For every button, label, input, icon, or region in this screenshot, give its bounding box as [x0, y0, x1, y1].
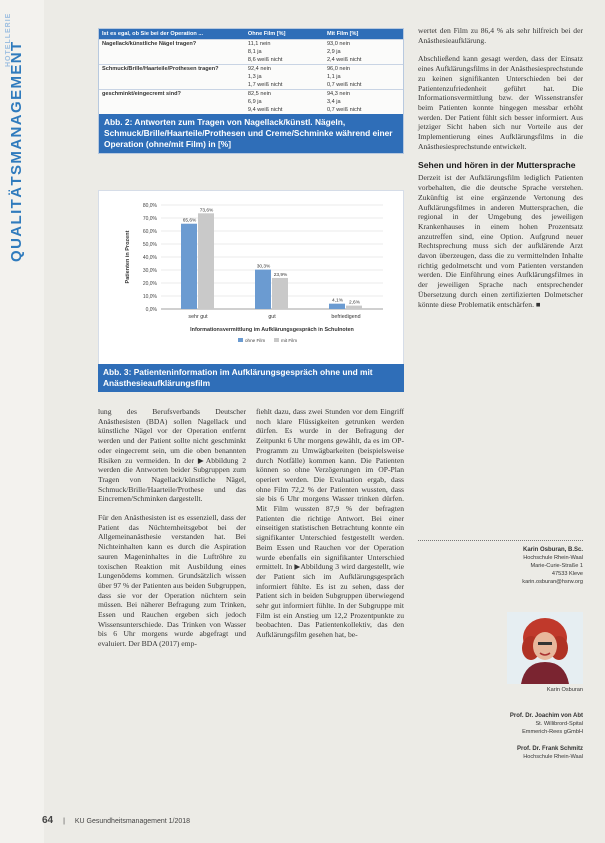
table-cell-question	[99, 81, 245, 90]
paragraph: lung des Berufsverbands Deutscher Anästhesisten (BDA) sollen Nagellack und künstliche Nägel vor der Operation entfernt werden und der Patient sollte nicht geschminkt oder eingecremt sein, um die oben benannten Risiken zu vermeiden. In der ▶Abbildung 2 werden die Antworten beider Subgruppen zum Tragen von Nagellack/künstliche Nägel, Schmuck/Brille/Haarteile/Prothese und das Eincremen/Schminken dargestellt.	[98, 407, 246, 504]
author-photo	[507, 612, 583, 684]
y-tick-label: 80,0%	[142, 203, 157, 209]
table-cell-mit: 3,4 ja	[326, 99, 341, 105]
paragraph: Für den Anästhesisten ist es essenziell, dass der Patient das Nüchternheitsgebot bei der Allgemeinanästhesie verstanden hat. Bei Nichteinhalten kann es durch die Aspiration sauren Mageninhaltes in die Luftröhre zu toxischen Reaktion mit Ausbildung eines Lungenödems kommen. Grundsätzlich wissen über 97 % der Patienten aus beiden Subgruppen, dass sie vor der Operation nüchtern sein müssen. Bei näherer Befragung zum Trinken, Essen und Rauchen ergeben sich jedoch Wissensunterschiede. Das Trinken von Wasser bis 6 Uhr morgens wurde abgefragt und evaluiert. Der BDA (2017) emp-	[98, 513, 246, 649]
answers-table	[99, 29, 403, 114]
bar	[346, 306, 362, 309]
section-ghost-text: HOTELLERIE	[5, 12, 12, 67]
table-row	[99, 81, 403, 90]
author-line: Hochschule Rhein-Waal	[523, 754, 583, 760]
y-tick-label: 50,0%	[142, 242, 157, 248]
legend-label: ohne Film	[245, 338, 266, 343]
table-cell-question: Schmuck/Brille/Haarteile/Prothesen tragen?	[99, 65, 245, 74]
table-cell-mit: 2,4 weiß nicht	[326, 57, 362, 63]
text-column-1	[98, 407, 246, 658]
figure-2-caption: Abb. 2: Antworten zum Tragen von Nagellack/künstl. Nägeln, Schmuck/Brille/Haarteile/Prothesen und Creme/Schminke während einer Operation (ohne/mit Film) in [%]	[99, 114, 403, 153]
table-cell-ohne: 11,1 nein	[245, 40, 324, 49]
table-cell-mit: 94,3 nein	[324, 90, 403, 99]
table-cell-question	[99, 106, 245, 114]
data-label: 73,6%	[199, 208, 214, 214]
section-title-text: QUALITÄTSMANAGEMENT	[8, 40, 25, 262]
author-line: 47533 Kleve	[551, 571, 583, 577]
table-cell-ohne: 8,6 weiß nicht	[247, 57, 283, 63]
bar	[329, 304, 345, 309]
x-tick-label: sehr gut	[188, 314, 208, 320]
figure-2	[98, 28, 404, 154]
text-column-2	[256, 407, 404, 649]
author-block-1	[418, 546, 583, 586]
table-row	[99, 65, 403, 74]
paragraph: Abschließend kann gesagt werden, dass der Einsatz eines Aufklärungsfilms in der Anästhesiesprechstunde zu keinen signifikanten Unterschieden bei der Patientenzufriedenheit geführt hat. Die Informationsvermittlung bzw. der Wissenstransfer beim Patienten konnte hingegen messbar erhöht werden. Der Patient fühlt sich besser informiert. Aus jetziger Sicht haben sich nur Vorteile aus der Implementierung eines Aufklärungsfilms in die Anästhesiesprechstunde entwickelt.	[418, 54, 583, 151]
author-line: Emmerich-Rees gGmbH	[522, 729, 583, 735]
paragraph: wertet den Film zu 86,4 % als sehr hilfreich bei der Anästhesieaufklärung.	[418, 26, 583, 45]
author-name: Prof. Dr. Joachim von Abt	[509, 713, 583, 719]
figure-3-chart	[98, 190, 404, 366]
data-label: 2,6%	[349, 300, 360, 306]
table-cell-ohne: 8,1 ja	[247, 49, 262, 55]
table-cell-ohne: 9,4 weiß nicht	[247, 107, 283, 113]
author-line: Hochschule Rhein-Waal	[523, 555, 583, 561]
section-heading: Sehen und hören in der Muttersprache	[418, 160, 576, 171]
author-email: karin.osburan@hsrw.org	[522, 579, 583, 585]
paragraph: fiehlt dazu, dass zwei Stunden vor dem Eingriff noch klare Flüssigkeiten getrunken werden dürfen. Es wurde in der Befragung der Zeitpunkt 6 Uhr morgens gewählt, da es im OP-Programm zu Umwägbarkeiten (beispielsweise durch Notfälle) kommen kann. Die Patienten können so ohne Verzögerungen im OP-Plan operiert werden. Die Evaluation ergab, dass ohne Film 72,2 % der Patienten wussten, dass sie bis 6 Uhr morgens Wasser trinken dürfen. Mit Film wussten 87,9 % der befragten Patienten die richtige Antwort. Bei einer einseitigen statistischen Betrachtung konnte ein signifikanter Unterschied festgestellt werden. Beim Essen und Rauchen vor der Operation wurde ebenfalls ein signifikanter Unterschied ermittelt. In ▶Abbildung 3 wird dargestellt, wie der Patient sich im Aufklärungsgespräch informiert fühlte. Es ist zu sehen, dass der Patient sich in beiden Subgruppen überwiegend sehr gut informiert fühlte. In der Subgruppe mit Film ist ein Anstieg um 12,2 Prozentpunkte zu beobachten. Das Patientenkollektiv, das den Aufklärungsfilm gesehen hat, be-	[256, 407, 404, 640]
x-axis-label: Informationsvermittlung im Aufklärungsgespräch in Schulnoten	[190, 327, 354, 333]
table-cell-question	[99, 48, 245, 56]
data-label: 65,6%	[182, 218, 197, 224]
bar	[272, 278, 288, 309]
divider	[418, 540, 583, 541]
photo-caption: Karin Osburan	[546, 687, 583, 693]
paragraph: Derzeit ist der Aufklärungsfilm lediglich Patienten vorbehalten, die die deutsche Sprache verstehen. Zukünftig ist eine ergänzende Vertonung des Aufklärungsfilmes in anderen Muttersprachen, die regional in der Umgebung des jeweiligen Krankenhauses in einem hohen Prozentsatz anzutreffen sind, eine Option. Aufgrund neuer Rechtsprechung muss sich der aufklärende Arzt davon überzeugen, dass die zu vermittelnden Inhalte richtig gedolmetscht und vom Patienten verstanden werden. Die Einführung eines Aufklärungsfilmes in der jeweiligen Sprache nach entsprechender Übersetzung durch einen zertifizierten Dolmetscher könnte diese Problematik entschärfen. ■	[418, 173, 583, 309]
bar	[198, 213, 214, 309]
y-tick-label: 10,0%	[142, 294, 157, 300]
x-tick-label: befriedigend	[331, 314, 361, 320]
legend-swatch	[238, 338, 243, 342]
y-tick-label: 30,0%	[142, 268, 157, 274]
table-cell-question: Nagellack/künstliche Nägel tragen?	[99, 40, 245, 49]
page-footer: 64 | KU Gesundheitsmanagement 1/2018	[42, 815, 191, 826]
y-tick-label: 70,0%	[142, 216, 157, 222]
table-cell-mit: 93,0 nein	[324, 40, 403, 49]
bar-chart	[99, 191, 403, 365]
text-column-3	[418, 26, 583, 318]
y-tick-label: 20,0%	[142, 281, 157, 287]
table-cell-question	[99, 56, 245, 65]
table-cell-mit: 96,0 nein	[324, 65, 403, 74]
table-cell-mit: 1,1 ja	[326, 74, 341, 80]
author-line: Marie-Curie-Straße 1	[530, 563, 583, 569]
table-cell-ohne: 92,4 nein	[245, 65, 324, 74]
table-header-question: Ist es egal, ob Sie bei der Operation ...	[99, 29, 245, 40]
table-row	[99, 48, 403, 56]
table-row	[99, 73, 403, 81]
y-tick-label: 40,0%	[142, 255, 157, 261]
table-cell-ohne: 6,9 ja	[247, 99, 262, 105]
table-row	[99, 56, 403, 65]
legend-swatch	[274, 338, 279, 342]
table-cell-ohne: 1,7 weiß nicht	[247, 82, 283, 88]
y-axis-label: Patienten in Prozent	[125, 230, 131, 284]
data-label: 30,3%	[256, 264, 271, 270]
table-cell-mit: 0,7 weiß nicht	[326, 107, 362, 113]
table-cell-question	[99, 73, 245, 81]
data-label: 4,1%	[332, 298, 343, 304]
page-number: 64	[42, 815, 54, 826]
figure-3-caption: Abb. 3: Patienteninformation im Aufklärungsgespräch ohne und mit Anästhesieaufklärungsfilm	[98, 364, 404, 392]
table-cell-ohne: 1,3 ja	[247, 74, 262, 80]
author-line: St. Willibrord-Spital	[535, 721, 583, 727]
table-header-ohne: Ohne Film [%]	[245, 29, 324, 40]
table-row	[99, 90, 403, 99]
sidebar	[0, 0, 44, 843]
author-block-2	[418, 712, 583, 736]
table-row	[99, 98, 403, 106]
table-header-mit: Mit Film [%]	[324, 29, 403, 40]
bar	[181, 224, 197, 309]
y-tick-label: 60,0%	[142, 229, 157, 235]
table-cell-question: geschminkt/eingecremt sind?	[99, 90, 245, 99]
data-label: 23,9%	[273, 272, 288, 278]
table-cell-mit: 0,7 weiß nicht	[326, 82, 362, 88]
table-cell-ohne: 82,5 nein	[245, 90, 324, 99]
table-cell-question	[99, 98, 245, 106]
bar	[255, 270, 271, 309]
author-name: Prof. Dr. Frank Schmitz	[516, 746, 583, 752]
journal-name: KU Gesundheitsmanagement 1/2018	[74, 818, 191, 825]
section-title	[5, 12, 26, 262]
table-cell-mit: 2,9 ja	[326, 49, 341, 55]
x-tick-label: gut	[268, 314, 276, 320]
y-tick-label: 0,0%	[145, 307, 157, 313]
author-name: Karin Osburan, B.Sc.	[522, 547, 583, 553]
table-row	[99, 40, 403, 49]
author-block-3	[418, 745, 583, 761]
table-row	[99, 106, 403, 114]
legend-label: mit Film	[281, 338, 298, 343]
